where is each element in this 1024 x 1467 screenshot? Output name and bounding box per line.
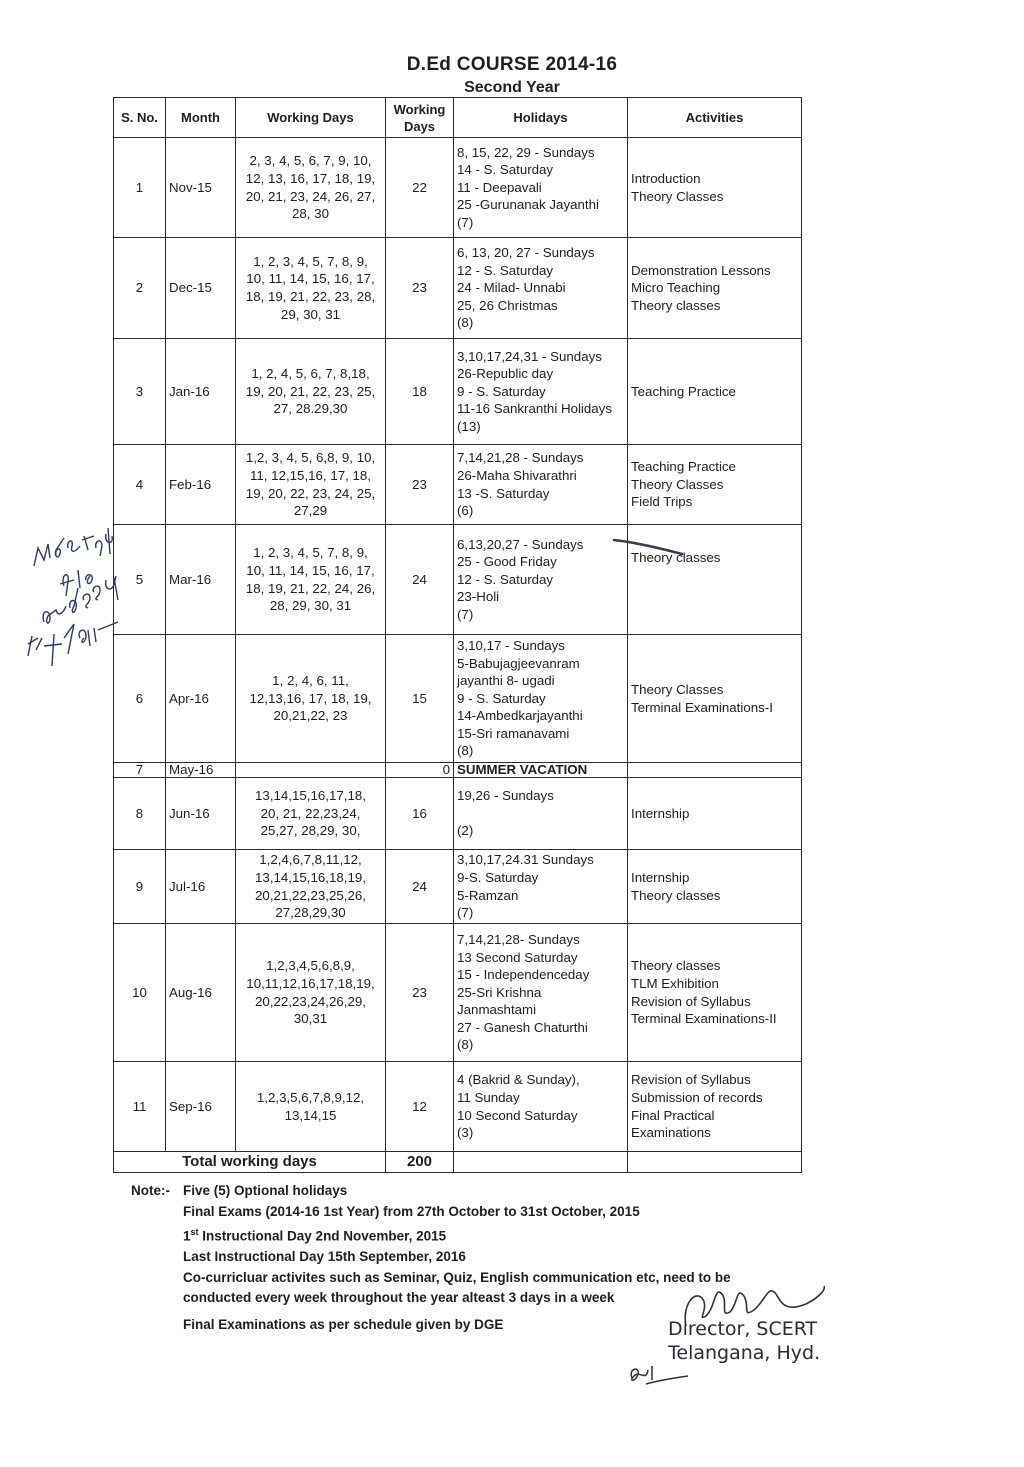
document-title: D.Ed COURSE 2014-16 [406, 54, 618, 75]
row-working-days: 1, 2, 4, 5, 6, 7, 8,18, 19, 20, 21, 22, 23, 25, 27, 28.29,30 [236, 339, 386, 445]
row-sno: 2 [114, 238, 166, 339]
row-activities: Internship [628, 778, 802, 850]
row-count: 24 [386, 850, 454, 924]
row-holidays: 3,10,17,24.31 Sundays 9-S. Saturday 5-Ramzan (7) [454, 850, 628, 924]
academic-calendar-table [113, 97, 802, 1173]
row-holidays: 6,13,20,27 - Sundays 25 - Good Friday 12 - S. Saturday 23-Holi (7) [454, 525, 628, 635]
row-activities: Demonstration Lessons Micro Teaching Theory classes [628, 238, 802, 339]
signatory-office: Telangana, Hyd. [668, 1342, 821, 1364]
total-label: Total working days [114, 1152, 386, 1173]
row-holidays: 4 (Bakrid & Sunday), 11 Sunday 10 Second Saturday (3) [454, 1062, 628, 1152]
table-row [114, 1062, 802, 1152]
col-header-working-days-count: Working Days [386, 98, 454, 138]
row-holidays: 19,26 - Sundays (2) [454, 778, 628, 850]
row-sno: 7 [114, 763, 166, 778]
row-sno: 4 [114, 445, 166, 525]
row-activities: Theory classes TLM Exhibition Revision of Syllabus Terminal Examinations-II [628, 924, 802, 1062]
row-holidays: 8, 15, 22, 29 - Sundays 14 - S. Saturday 11 - Deepavali 25 -Gurunanak Jayanthi (7) [454, 138, 628, 238]
note-line: conducted every week throughout the year alteast 3 days in a week [183, 1290, 615, 1305]
row-activities: Teaching Practice [628, 339, 802, 445]
row-count: 24 [386, 525, 454, 635]
row-month: Jun-16 [166, 778, 236, 850]
row-activities: Revision of Syllabus Submission of records Final Practical Examinations [628, 1062, 802, 1152]
row-month: Aug-16 [166, 924, 236, 1062]
col-header-working-days: Working Days [236, 98, 386, 138]
table-row [114, 850, 802, 924]
total-empty-holidays [454, 1152, 628, 1173]
row-working-days: 1, 2, 3, 4, 5, 7, 8, 9, 10, 11, 14, 15, 16, 17, 18, 19, 21, 22, 23, 28, 29, 30, 31 [236, 238, 386, 339]
row-sno: 8 [114, 778, 166, 850]
row-sno: 5 [114, 525, 166, 635]
row-sno: 3 [114, 339, 166, 445]
row-count: 23 [386, 924, 454, 1062]
row-count: 23 [386, 445, 454, 525]
notes-label: Note:- [131, 1183, 170, 1198]
row-holidays: SUMMER VACATION [454, 763, 628, 778]
row-count: 18 [386, 339, 454, 445]
note-line: Co-curricluar activites such as Seminar, Quiz, English communication etc, need to be [183, 1269, 731, 1285]
row-month: Apr-16 [166, 635, 236, 763]
note-ordinal: 1 [183, 1228, 191, 1244]
row-working-days: 1,2,3,4,5,6,8,9, 10,11,12,16,17,18,19, 20,22,23,24,26,29, 30,31 [236, 924, 386, 1062]
table-row [114, 778, 802, 850]
row-sno: 6 [114, 635, 166, 763]
row-working-days: 1, 2, 3, 4, 5, 7, 8, 9, 10, 11, 14, 15, 16, 17, 18, 19, 21, 22, 24, 26, 28, 29, 30, 31 [236, 525, 386, 635]
row-month: Jan-16 [166, 339, 236, 445]
row-holidays: 7,14,21,28- Sundays 13 Second Saturday 15 - Independenceday 25-Sri Krishna Janmashtami 27 - Ganesh Chaturthi (8) [454, 924, 628, 1062]
table-row [114, 763, 802, 778]
row-activities: Internship Theory classes [628, 850, 802, 924]
col-header-holidays: Holidays [454, 98, 628, 138]
row-count: 12 [386, 1062, 454, 1152]
row-activities: Theory classes [628, 525, 802, 635]
row-working-days: 1,2, 3, 4, 5, 6,8, 9, 10, 11, 12,15,16, 17, 18, 19, 20, 22, 23, 24, 25, 27,29 [236, 445, 386, 525]
total-empty-activities [628, 1152, 802, 1173]
note-line [131, 1222, 831, 1247]
col-header-month: Month [166, 98, 236, 138]
row-sno: 10 [114, 924, 166, 1062]
row-count: 0 [386, 763, 454, 778]
row-working-days: 2, 3, 4, 5, 6, 7, 9, 10, 12, 13, 16, 17, 18, 19, 20, 21, 23, 24, 26, 27, 28, 30 [236, 138, 386, 238]
row-count: 15 [386, 635, 454, 763]
row-month: Sep-16 [166, 1062, 236, 1152]
row-holidays: 7,14,21,28 - Sundays 26-Maha Shivarathri 13 -S. Saturday (6) [454, 445, 628, 525]
table-row [114, 635, 802, 763]
table-row [114, 525, 802, 635]
row-holidays: 3,10,17 - Sundays 5-Babujagjeevanram jayanthi 8- ugadi 9 - S. Saturday 14-Ambedkarjayanthi 15-Sri ramanavami (8) [454, 635, 628, 763]
document-subtitle: Second Year [464, 79, 560, 96]
row-month: Mar-16 [166, 525, 236, 635]
row-sno: 9 [114, 850, 166, 924]
row-working-days [236, 763, 386, 778]
note-ordinal-suffix: st [190, 1227, 199, 1237]
table-row [114, 924, 802, 1062]
row-holidays: 6, 13, 20, 27 - Sundays 12 - S. Saturday 24 - Milad- Unnabi 25, 26 Christmas (8) [454, 238, 628, 339]
row-sno: 11 [114, 1062, 166, 1152]
row-working-days: 1,2,4,6,7,8,11,12, 13,14,15,16,18,19, 20,21,22,23,25,26, 27,28,29,30 [236, 850, 386, 924]
note-text: Instructional Day 2nd November, 2015 [198, 1228, 447, 1244]
total-value: 200 [386, 1152, 454, 1173]
note-line: Final Examinations as per schedule given by DGE [183, 1316, 504, 1332]
row-activities: Introduction Theory Classes [628, 138, 802, 238]
note-line: Last Instructional Day 15th September, 2016 [183, 1249, 466, 1264]
row-holidays: 3,10,17,24,31 - Sundays 26-Republic day 9 - S. Saturday 11-16 Sankranthi Holidays (13) [454, 339, 628, 445]
row-working-days: 1,2,3,5,6,7,8,9,12, 13,14,15 [236, 1062, 386, 1152]
row-count: 22 [386, 138, 454, 238]
notes-section [131, 1181, 831, 1335]
row-month: Feb-16 [166, 445, 236, 525]
table-row [114, 445, 802, 525]
row-count: 23 [386, 238, 454, 339]
signatory-title: Director, SCERT [668, 1318, 818, 1340]
row-count: 16 [386, 778, 454, 850]
note-line: Final Exams (2014-16 1st Year) from 27th October to 31st October, 2015 [183, 1203, 640, 1219]
row-working-days: 1, 2, 4, 6, 11, 12,13,16, 17, 18, 19, 20,21,22, 23 [236, 635, 386, 763]
signature-block [668, 1317, 820, 1365]
table-row [114, 339, 802, 445]
row-activities [628, 763, 802, 778]
total-row [114, 1152, 802, 1173]
table-row [114, 238, 802, 339]
row-activities: Theory Classes Terminal Examinations-I [628, 635, 802, 763]
row-month: Dec-15 [166, 238, 236, 339]
note-line: Five (5) Optional holidays [183, 1183, 348, 1198]
row-month: Nov-15 [166, 138, 236, 238]
row-working-days: 13,14,15,16,17,18, 20, 21, 22,23,24, 25,27, 28,29, 30, [236, 778, 386, 850]
row-activities: Teaching Practice Theory Classes Field Trips [628, 445, 802, 525]
col-header-activities: Activities [628, 98, 802, 138]
row-month: Jul-16 [166, 850, 236, 924]
row-sno: 1 [114, 138, 166, 238]
col-header-sno: S. No. [114, 98, 166, 138]
row-month: May-16 [166, 763, 236, 778]
table-row [114, 138, 802, 238]
